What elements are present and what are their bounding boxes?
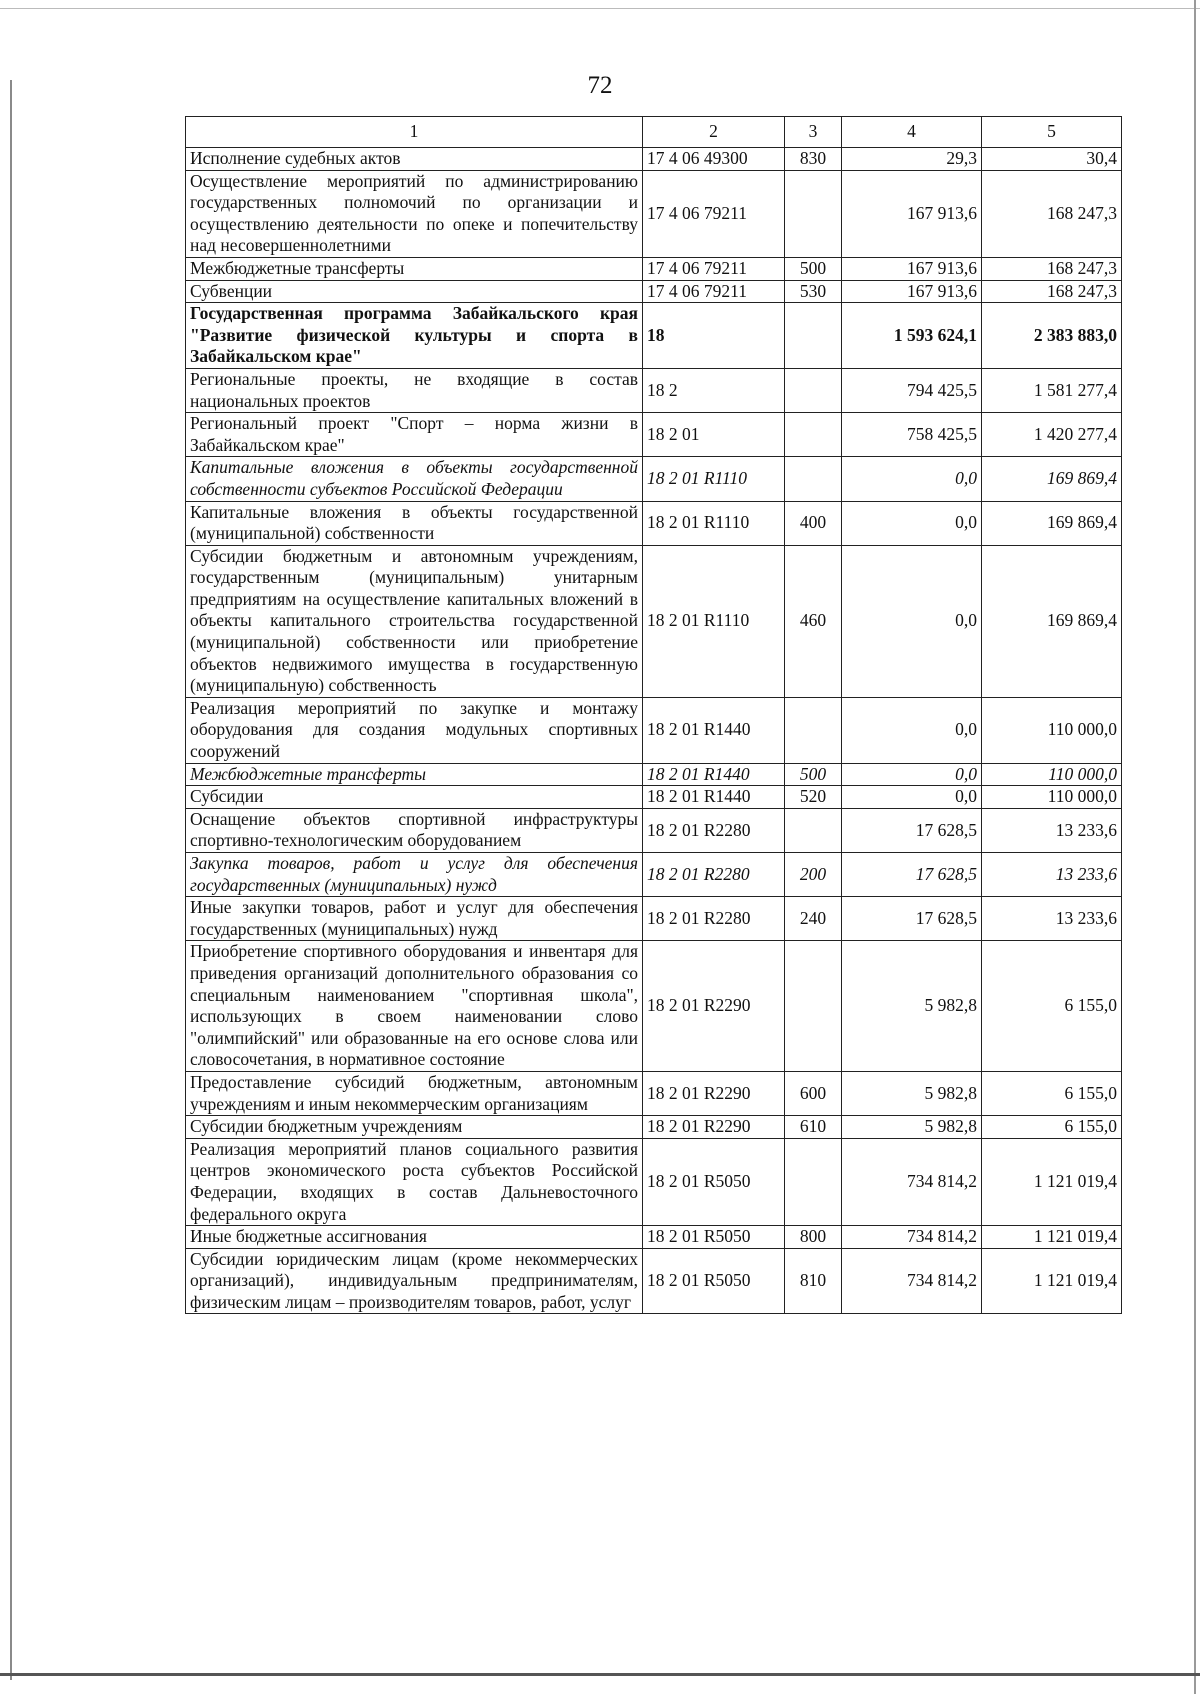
- row-value-2021-cell: 2 383 883,0: [982, 303, 1122, 369]
- row-code-cell: 17 4 06 49300: [643, 148, 785, 171]
- row-value-2020-cell: 167 913,6: [842, 280, 982, 303]
- row-value-2021-cell: 1 420 277,4: [982, 413, 1122, 457]
- row-expense-type-cell: 800: [785, 1226, 842, 1249]
- row-code-cell: 18 2 01 R5050: [643, 1248, 785, 1314]
- row-name-cell: Межбюджетные трансферты: [186, 763, 643, 786]
- row-value-2020-cell: 734 814,2: [842, 1226, 982, 1249]
- row-value-2021-cell: 110 000,0: [982, 763, 1122, 786]
- row-value-2021-cell: 168 247,3: [982, 257, 1122, 280]
- row-value-2020-cell: 0,0: [842, 697, 982, 763]
- row-code-cell: 18 2 01 R1110: [643, 457, 785, 501]
- budget-table: [185, 116, 1122, 1314]
- row-value-2020-cell: 0,0: [842, 545, 982, 697]
- row-name-cell: Реализация мероприятий по закупке и монтажу оборудования для создания модульных спортивных сооружений: [186, 697, 643, 763]
- header-cell-2: 2: [643, 117, 785, 148]
- table-row: [186, 1138, 1122, 1225]
- row-name-cell: Исполнение судебных актов: [186, 148, 643, 171]
- row-name-cell: Закупка товаров, работ и услуг для обеспечения государственных (муниципальных) нужд: [186, 853, 643, 897]
- row-value-2021-cell: 1 121 019,4: [982, 1248, 1122, 1314]
- scan-edge-top: [0, 0, 1200, 9]
- row-code-cell: 18 2 01 R2280: [643, 897, 785, 941]
- table-row: [186, 897, 1122, 941]
- row-expense-type-cell: [785, 697, 842, 763]
- row-value-2020-cell: 734 814,2: [842, 1138, 982, 1225]
- row-value-2020-cell: 5 982,8: [842, 1116, 982, 1139]
- row-expense-type-cell: [785, 808, 842, 852]
- scan-edge-left: [10, 80, 12, 1680]
- row-value-2020-cell: 167 913,6: [842, 257, 982, 280]
- row-value-2020-cell: 17 628,5: [842, 808, 982, 852]
- row-code-cell: 18 2 01 R2280: [643, 853, 785, 897]
- row-value-2021-cell: 13 233,6: [982, 897, 1122, 941]
- row-expense-type-cell: 810: [785, 1248, 842, 1314]
- row-code-cell: 18 2 01 R1440: [643, 786, 785, 809]
- row-name-cell: Субвенции: [186, 280, 643, 303]
- row-name-cell: Иные закупки товаров, работ и услуг для обеспечения государственных (муниципальных) нужд: [186, 897, 643, 941]
- budget-table-body: [186, 117, 1122, 1314]
- row-value-2020-cell: 17 628,5: [842, 897, 982, 941]
- row-value-2020-cell: 5 982,8: [842, 941, 982, 1072]
- row-value-2021-cell: 1 121 019,4: [982, 1138, 1122, 1225]
- table-row: [186, 303, 1122, 369]
- scan-edge-bottom: [0, 1673, 1200, 1694]
- row-code-cell: 18 2: [643, 368, 785, 412]
- table-row: [186, 786, 1122, 809]
- table-row: [186, 280, 1122, 303]
- header-cell-4: 4: [842, 117, 982, 148]
- row-value-2021-cell: 6 155,0: [982, 1071, 1122, 1115]
- row-name-cell: Государственная программа Забайкальского края "Развитие физической культуры и спорта в Забайкальском крае": [186, 303, 643, 369]
- row-code-cell: 18 2 01 R2290: [643, 1116, 785, 1139]
- row-code-cell: 18 2 01 R2280: [643, 808, 785, 852]
- table-row: [186, 1071, 1122, 1115]
- row-expense-type-cell: [785, 457, 842, 501]
- row-name-cell: Субсидии: [186, 786, 643, 809]
- row-value-2021-cell: 169 869,4: [982, 545, 1122, 697]
- row-value-2021-cell: 6 155,0: [982, 941, 1122, 1072]
- row-code-cell: 17 4 06 79211: [643, 257, 785, 280]
- table-row: [186, 457, 1122, 501]
- row-expense-type-cell: [785, 303, 842, 369]
- row-expense-type-cell: 240: [785, 897, 842, 941]
- row-value-2020-cell: 734 814,2: [842, 1248, 982, 1314]
- row-expense-type-cell: 520: [785, 786, 842, 809]
- row-expense-type-cell: 400: [785, 501, 842, 545]
- row-name-cell: Приобретение спортивного оборудования и инвентаря для приведения организаций дополнительного образования со специальным наименованием "спортивная школа", использующих в своем наименовании слово "олимпийский" или образованные на его основе слова или словосочетания, в нормативное состояние: [186, 941, 643, 1072]
- row-code-cell: 18 2 01 R1110: [643, 501, 785, 545]
- row-value-2021-cell: 169 869,4: [982, 501, 1122, 545]
- row-code-cell: 18 2 01 R1440: [643, 763, 785, 786]
- row-code-cell: 18 2 01 R5050: [643, 1226, 785, 1249]
- table-row: [186, 257, 1122, 280]
- row-value-2021-cell: 168 247,3: [982, 280, 1122, 303]
- row-value-2021-cell: 1 121 019,4: [982, 1226, 1122, 1249]
- row-value-2020-cell: 1 593 624,1: [842, 303, 982, 369]
- row-expense-type-cell: 600: [785, 1071, 842, 1115]
- row-value-2020-cell: 167 913,6: [842, 170, 982, 257]
- row-name-cell: Капитальные вложения в объекты государственной собственности субъектов Российской Федерации: [186, 457, 643, 501]
- table-row: [186, 170, 1122, 257]
- row-value-2020-cell: 794 425,5: [842, 368, 982, 412]
- table-row: [186, 853, 1122, 897]
- row-value-2021-cell: 1 581 277,4: [982, 368, 1122, 412]
- row-code-cell: 18 2 01 R1440: [643, 697, 785, 763]
- row-expense-type-cell: 610: [785, 1116, 842, 1139]
- row-expense-type-cell: 830: [785, 148, 842, 171]
- row-code-cell: 18 2 01 R2290: [643, 1071, 785, 1115]
- table-row: [186, 413, 1122, 457]
- table-row: [186, 368, 1122, 412]
- row-name-cell: Субсидии бюджетным учреждениям: [186, 1116, 643, 1139]
- row-value-2021-cell: 30,4: [982, 148, 1122, 171]
- row-name-cell: Субсидии юридическим лицам (кроме некоммерческих организаций), индивидуальным предпринимателям, физическим лицам – производителям товаров, работ, услуг: [186, 1248, 643, 1314]
- row-name-cell: Региональный проект "Спорт – норма жизни в Забайкальском крае": [186, 413, 643, 457]
- row-value-2020-cell: 29,3: [842, 148, 982, 171]
- row-expense-type-cell: [785, 170, 842, 257]
- row-name-cell: Капитальные вложения в объекты государственной (муниципальной) собственности: [186, 501, 643, 545]
- row-name-cell: Субсидии бюджетным и автономным учреждениям, государственным (муниципальным) унитарным предприятиям на осуществление капитальных вложений в объекты капитального строительства государственной (муниципальной) собственности или приобретение объектов недвижимого имущества в государственную (муниципальную) собственность: [186, 545, 643, 697]
- header-row: [186, 117, 1122, 148]
- row-value-2020-cell: 0,0: [842, 786, 982, 809]
- row-name-cell: Межбюджетные трансферты: [186, 257, 643, 280]
- table-row: [186, 1116, 1122, 1139]
- row-code-cell: 18 2 01 R2290: [643, 941, 785, 1072]
- row-code-cell: 18: [643, 303, 785, 369]
- row-value-2020-cell: 17 628,5: [842, 853, 982, 897]
- row-value-2020-cell: 0,0: [842, 763, 982, 786]
- row-name-cell: Региональные проекты, не входящие в состав национальных проектов: [186, 368, 643, 412]
- row-expense-type-cell: [785, 368, 842, 412]
- row-code-cell: 18 2 01 R1110: [643, 545, 785, 697]
- row-code-cell: 17 4 06 79211: [643, 280, 785, 303]
- row-value-2021-cell: 13 233,6: [982, 808, 1122, 852]
- header-cell-3: 3: [785, 117, 842, 148]
- header-cell-5: 5: [982, 117, 1122, 148]
- row-value-2021-cell: 169 869,4: [982, 457, 1122, 501]
- row-code-cell: 18 2 01 R5050: [643, 1138, 785, 1225]
- row-expense-type-cell: 530: [785, 280, 842, 303]
- table-row: [186, 808, 1122, 852]
- row-value-2021-cell: 168 247,3: [982, 170, 1122, 257]
- scan-edge-right: [1194, 0, 1196, 1694]
- table-row: [186, 941, 1122, 1072]
- row-expense-type-cell: [785, 1138, 842, 1225]
- row-name-cell: Осуществление мероприятий по администрированию государственных полномочий по организации и осуществлению деятельности по опеке и попечительству над несовершеннолетними: [186, 170, 643, 257]
- row-name-cell: Реализация мероприятий планов социального развития центров экономического роста субъектов Российской Федерации, входящих в состав Дальневосточного федерального округа: [186, 1138, 643, 1225]
- table-row: [186, 148, 1122, 171]
- row-value-2020-cell: 5 982,8: [842, 1071, 982, 1115]
- row-value-2021-cell: 110 000,0: [982, 786, 1122, 809]
- row-value-2021-cell: 13 233,6: [982, 853, 1122, 897]
- row-expense-type-cell: 500: [785, 257, 842, 280]
- table-row: [186, 1226, 1122, 1249]
- table-row: [186, 697, 1122, 763]
- row-value-2020-cell: 0,0: [842, 457, 982, 501]
- row-code-cell: 18 2 01: [643, 413, 785, 457]
- row-name-cell: Оснащение объектов спортивной инфраструктуры спортивно-технологическим оборудованием: [186, 808, 643, 852]
- row-name-cell: Предоставление субсидий бюджетным, автономным учреждениям и иным некоммерческим организациям: [186, 1071, 643, 1115]
- row-expense-type-cell: 460: [785, 545, 842, 697]
- table-row: [186, 1248, 1122, 1314]
- row-value-2021-cell: 110 000,0: [982, 697, 1122, 763]
- row-expense-type-cell: 200: [785, 853, 842, 897]
- table-row: [186, 501, 1122, 545]
- row-code-cell: 17 4 06 79211: [643, 170, 785, 257]
- header-cell-1: 1: [186, 117, 643, 148]
- row-expense-type-cell: [785, 413, 842, 457]
- table-row: [186, 545, 1122, 697]
- row-expense-type-cell: [785, 941, 842, 1072]
- row-name-cell: Иные бюджетные ассигнования: [186, 1226, 643, 1249]
- page-number: 72: [587, 72, 613, 99]
- row-value-2021-cell: 6 155,0: [982, 1116, 1122, 1139]
- row-expense-type-cell: 500: [785, 763, 842, 786]
- table-row: [186, 763, 1122, 786]
- row-value-2020-cell: 758 425,5: [842, 413, 982, 457]
- row-value-2020-cell: 0,0: [842, 501, 982, 545]
